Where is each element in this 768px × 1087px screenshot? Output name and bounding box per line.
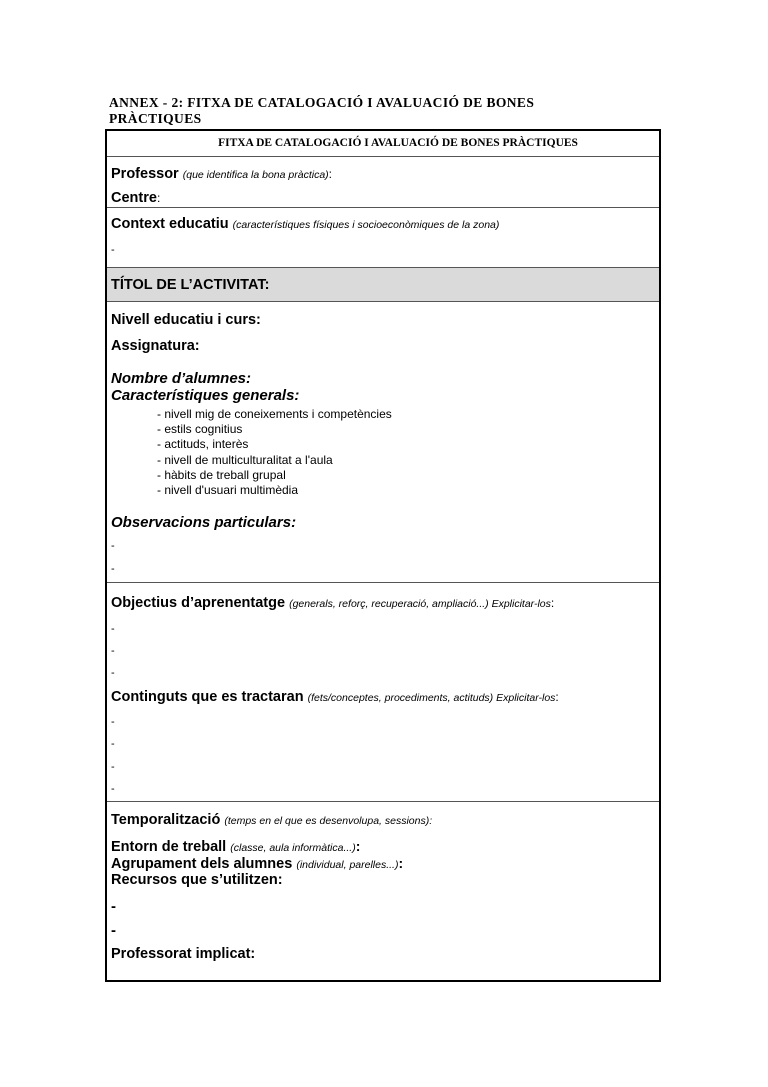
observacions-dash: - (111, 540, 115, 552)
entorn-colon: : (355, 838, 361, 854)
centre-field[interactable] (111, 190, 160, 207)
title-section (107, 267, 659, 302)
agrupament-label: Agrupament dels alumnes (111, 856, 293, 872)
nivell-label[interactable]: Nivell educatiu i curs: (111, 312, 261, 328)
list-item: - hàbits de treball grupal (157, 467, 286, 482)
temporalitzacio-field[interactable] (111, 812, 432, 830)
form-header-row (107, 131, 659, 156)
caracteristiques-label: Característiques generals: (111, 387, 300, 404)
objectius-label: Objectius d’aprenentatge (111, 595, 286, 611)
objectius-field[interactable] (111, 595, 554, 613)
continguts-dash: - (111, 738, 115, 750)
continguts-dash: - (111, 783, 115, 795)
caracteristiques-list (157, 407, 392, 498)
assignatura-label[interactable]: Assignatura: (111, 338, 200, 354)
professor-colon: : (328, 167, 332, 181)
continguts-dash: - (111, 761, 115, 773)
temporalitzacio-note: (temps en el que es desenvolupa, sessions): (224, 815, 433, 827)
context-dash: - (111, 244, 115, 256)
professor-note: (que identifica la bona pràctica) (182, 169, 329, 181)
recursos-dash: - (111, 898, 116, 915)
context-field[interactable] (111, 216, 499, 234)
temporalitzacio-label: Temporalització (111, 812, 221, 828)
form-header: FITXA DE CATALOGACIÓ I AVALUACIÓ DE BONES PRÀCTIQUES (218, 137, 578, 149)
document-title-line-1: ANNEX - 2: FITXA DE CATALOGACIÓ I AVALUACIÓ DE BONES (109, 95, 535, 110)
list-item: - estils cognitius (157, 422, 243, 437)
students-section (107, 301, 659, 583)
centre-colon: : (156, 191, 161, 205)
list-item: - nivell d'usuari multimèdia (157, 483, 299, 498)
activity-title-label[interactable]: TÍTOL DE L’ACTIVITAT: (111, 277, 270, 293)
observacions-label[interactable]: Observacions particulars: (111, 514, 297, 531)
nombre-label[interactable]: Nombre d’alumnes: (111, 370, 252, 387)
professorat-label[interactable]: Professorat implicat: (111, 946, 256, 962)
recursos-label[interactable]: Recursos que s’utilitzen: (111, 872, 283, 888)
professor-section (107, 156, 659, 208)
continguts-colon: : (555, 690, 559, 704)
continguts-dash: - (111, 716, 115, 728)
entorn-note: (classe, aula informàtica...) (230, 842, 356, 854)
agrupament-colon: : (398, 855, 404, 871)
centre-label: Centre (111, 190, 157, 206)
agrupament-note: (individual, parelles...) (296, 859, 399, 871)
professor-label: Professor (111, 166, 179, 182)
entorn-label: Entorn de treball (111, 839, 227, 855)
continguts-field[interactable] (111, 689, 559, 707)
continguts-note: (fets/conceptes, procediments, actituds) Explicitar-los (307, 692, 556, 704)
catalog-form (105, 129, 661, 982)
continguts-label: Continguts que es tractaran (111, 689, 304, 705)
list-item: - nivell de multiculturalitat a l'aula (157, 452, 333, 467)
list-item: - nivell mig de coneixements i competències (157, 407, 392, 421)
context-label: Context educatiu (111, 216, 229, 232)
list-item: - actituds, interès (157, 437, 249, 452)
objectius-note: (generals, reforç, recuperació, ampliació...) Explicitar-los (289, 598, 551, 610)
document-title-line-2: PRÀCTIQUES (109, 111, 202, 126)
professor-field[interactable] (111, 166, 332, 184)
objectius-dash: - (111, 667, 115, 679)
document-title (109, 95, 669, 127)
observacions-dash: - (111, 563, 115, 575)
organization-section (107, 801, 659, 983)
context-section (107, 207, 659, 268)
objectives-section (107, 582, 659, 802)
objectius-colon: : (550, 596, 555, 610)
objectius-dash: - (111, 645, 115, 657)
context-note: (característiques físiques i socioeconòmiques de la zona) (232, 219, 500, 231)
recursos-dash: - (111, 922, 116, 939)
objectius-dash: - (111, 623, 115, 635)
